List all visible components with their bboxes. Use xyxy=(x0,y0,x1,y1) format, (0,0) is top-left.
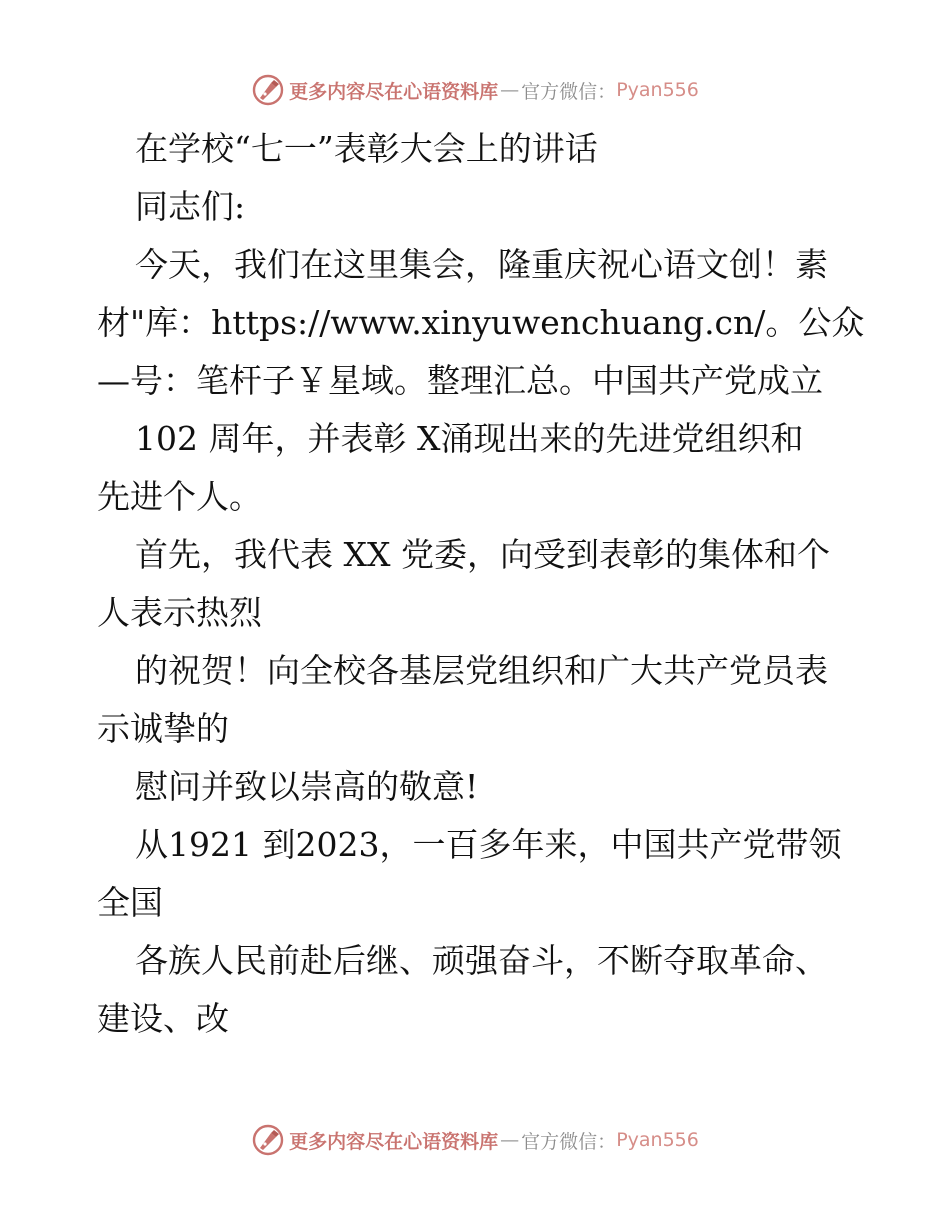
text-line: 先进个人。 xyxy=(97,477,262,516)
text-line: 从1921 到2023，一百多年来，中国共产党带领 xyxy=(135,825,842,864)
document-title: 在学校“七一”表彰大会上的讲话 xyxy=(135,129,598,168)
separator: — xyxy=(500,79,520,101)
text-line: 同志们: xyxy=(135,187,246,226)
official-label: 官方微信： xyxy=(521,1130,617,1153)
header-watermark xyxy=(0,70,950,110)
footer-watermark xyxy=(0,1120,950,1160)
document-body xyxy=(97,120,865,1048)
text-line: 慰问并致以崇高的敬意! xyxy=(135,767,479,806)
text-line: 的祝贺！向全校各基层党组织和广大共产党员表 xyxy=(135,651,828,690)
promo-text: 更多内容尽在心语资料库 xyxy=(289,1130,499,1153)
text-line: —号：笔杆子￥星域。整理汇总。中国共产党成立 xyxy=(97,361,823,400)
pen-nib-logo-icon xyxy=(251,1123,285,1157)
promo-text: 更多内容尽在心语资料库 xyxy=(289,80,499,103)
text-line: 各族人民前赴后继、顽强奋斗，不断夺取革命、 xyxy=(135,941,828,980)
official-label: 官方微信： xyxy=(521,80,617,103)
wechat-id: Pyan556 xyxy=(616,79,699,101)
text-line: 全国 xyxy=(97,883,163,922)
text-line: 102 周年，并表彰 X涌现出来的先进党组织和 xyxy=(135,419,804,458)
text-line: 今天，我们在这里集会，隆重庆祝心语文创！素 xyxy=(135,245,828,284)
pen-nib-logo-icon xyxy=(251,73,285,107)
wechat-id: Pyan556 xyxy=(616,1129,699,1151)
text-line: 建设、改 xyxy=(97,999,229,1038)
text-line: 示诚挚的 xyxy=(97,709,229,748)
text-line: 人表示热烈 xyxy=(97,593,262,632)
text-line: 首先，我代表 XX 党委，向受到表彰的集体和个 xyxy=(135,535,830,574)
text-line: 材"库：https://www.xinyuwenchuang.cn/。公众 xyxy=(97,303,865,342)
separator: — xyxy=(500,1129,520,1151)
